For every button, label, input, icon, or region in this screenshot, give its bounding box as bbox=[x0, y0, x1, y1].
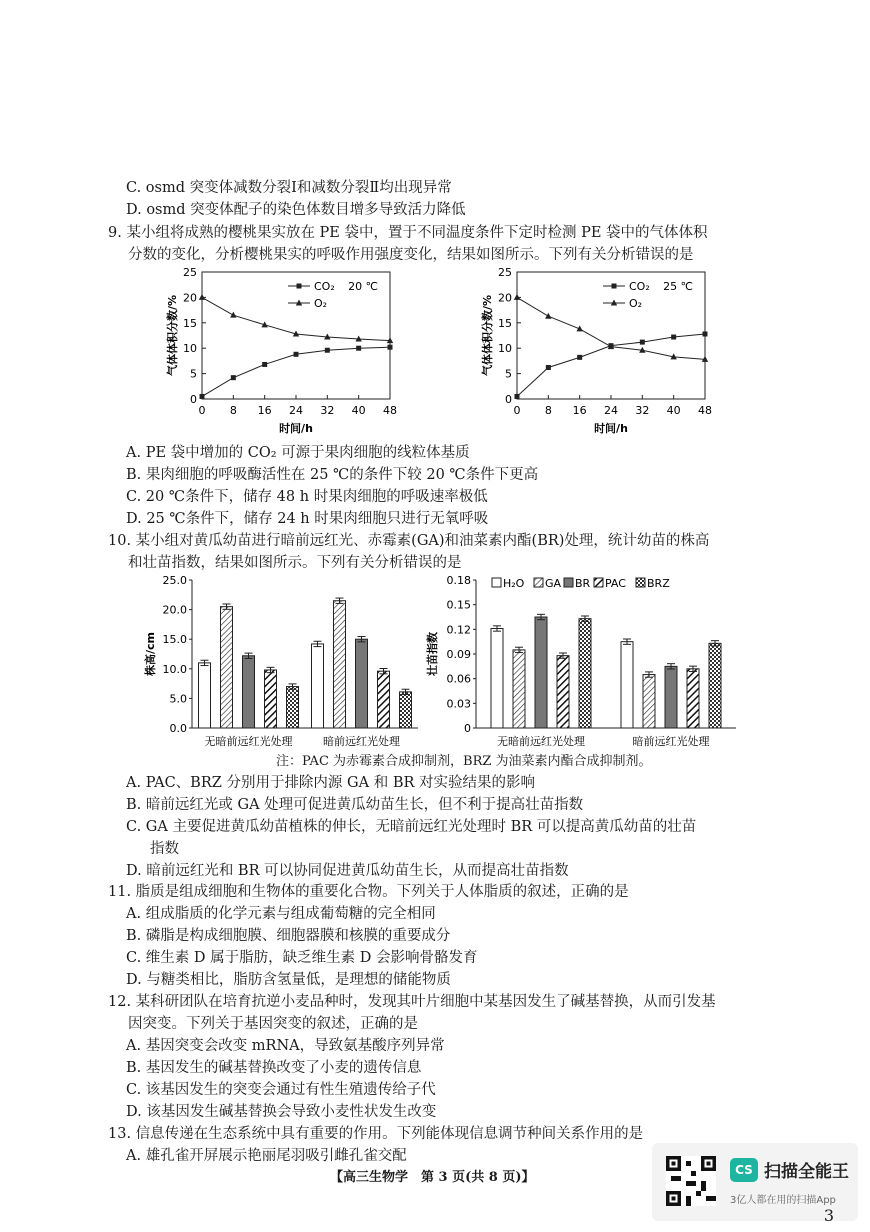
legend-marker bbox=[612, 284, 617, 289]
x-tick-label: 32 bbox=[635, 404, 650, 417]
data-point bbox=[388, 345, 393, 350]
q11-option-d: D. 与糖类相比，脂肪含氢量低，是理想的储能物质 bbox=[126, 972, 451, 988]
page-number: 3 bbox=[823, 1206, 834, 1225]
bar bbox=[221, 607, 233, 728]
x-tick-label: 24 bbox=[604, 404, 618, 417]
bar bbox=[334, 601, 346, 728]
x-category-label: 暗前远红光处理 bbox=[323, 735, 400, 748]
q8-option-c: C. osmd 突变体减数分裂Ⅰ和减数分裂Ⅱ均出现异常 bbox=[126, 180, 452, 196]
legend-label: CO₂ bbox=[629, 280, 650, 293]
bar bbox=[199, 663, 211, 728]
x-tick-label: 8 bbox=[229, 404, 237, 417]
x-axis-label: 时间/h bbox=[279, 422, 313, 435]
q12-option-a: A. 基因突变会改变 mRNA，导致氨基酸序列异常 bbox=[126, 1038, 445, 1054]
q12-stem-line2: 因突变。下列关于基因突变的叙述，正确的是 bbox=[128, 1016, 418, 1032]
x-tick-label: 40 bbox=[666, 404, 681, 417]
data-point bbox=[294, 352, 299, 357]
q10-option-b: B. 暗前远红光或 GA 处理可促进黄瓜幼苗生长，但不利于提高壮苗指数 bbox=[126, 797, 584, 813]
q9-stem-line1: 9. 某小组将成熟的樱桃果实放在 PE 袋中，置于不同温度条件下定时检测 PE 袋中的气体体积 bbox=[108, 225, 708, 241]
y-tick-label: 5 bbox=[190, 367, 197, 381]
bar bbox=[265, 670, 277, 728]
bar bbox=[579, 619, 591, 728]
watermark-subtitle: 3亿人都在用的扫描App bbox=[730, 1195, 836, 1206]
y-tick-label: 0.15 bbox=[446, 598, 471, 612]
q11-stem: 11. 脂质是组成细胞和生物体的重要化合物。下列关于人体脂质的叙述，正确的是 bbox=[108, 884, 629, 900]
page-footer: 【高三生物学 第 3 页(共 8 页)】 bbox=[330, 1170, 535, 1185]
data-point bbox=[703, 331, 708, 336]
q9-option-c: C. 20 ℃条件下，储存 48 h 时果肉细胞的呼吸速率极低 bbox=[126, 489, 488, 505]
data-point bbox=[325, 348, 330, 353]
q12-option-b: B. 基因发生的碱基替换改变了小麦的遗传信息 bbox=[126, 1060, 422, 1076]
q11-option-c: C. 维生素 D 属于脂肪，缺乏维生素 D 会影响骨骼发育 bbox=[126, 950, 478, 966]
y-tick-label: 15 bbox=[183, 316, 197, 330]
x-tick-label: 8 bbox=[544, 404, 552, 417]
x-tick-label: 40 bbox=[351, 404, 366, 417]
bar-chart-plant-height bbox=[140, 570, 425, 755]
bar bbox=[557, 656, 569, 728]
bar bbox=[665, 666, 677, 728]
y-tick-label: 20 bbox=[183, 291, 197, 305]
cs-logo-icon: CS bbox=[730, 1158, 758, 1182]
q9-stem-line2: 分数的变化，分析樱桃果实的呼吸作用强度变化，结果如图所示。下列有关分析错误的是 bbox=[128, 247, 694, 263]
data-point bbox=[577, 355, 582, 360]
y-tick-label: 10 bbox=[498, 342, 512, 356]
q13-stem: 13. 信息传递在生态系统中具有重要的作用。下列能体现信息调节种间关系作用的是 bbox=[108, 1126, 644, 1142]
data-point bbox=[671, 335, 676, 340]
y-axis-label: 株高/cm bbox=[144, 632, 157, 676]
x-category-label: 无暗前远红光处理 bbox=[497, 735, 585, 748]
q10-stem-line2: 和壮苗指数，结果如图所示。下列有关分析错误的是 bbox=[128, 555, 462, 571]
legend-label: PAC bbox=[605, 577, 626, 590]
legend-label: H₂O bbox=[503, 577, 525, 590]
y-tick-label: 15 bbox=[498, 316, 512, 330]
bar bbox=[621, 642, 633, 728]
q9-option-d: D. 25 ℃条件下，储存 24 h 时果肉细胞只进行无氧呼吸 bbox=[126, 511, 489, 527]
bar bbox=[356, 639, 368, 728]
y-tick-label: 5 bbox=[505, 367, 512, 381]
legend-swatch bbox=[564, 578, 573, 587]
q10-stem-line1: 10. 某小组对黄瓜幼苗进行暗前远红光、赤霉素(GA)和油菜素内酯(BR)处理，统计幼苗的株高 bbox=[108, 533, 710, 549]
line-chart-25c bbox=[475, 262, 725, 442]
legend-swatch bbox=[534, 578, 543, 587]
x-tick-label: 0 bbox=[198, 404, 206, 417]
y-tick-label: 0.03 bbox=[446, 697, 471, 711]
q12-option-c: C. 该基因发生的突变会通过有性生殖遗传给子代 bbox=[126, 1082, 436, 1098]
x-tick-label: 24 bbox=[289, 404, 303, 417]
bar bbox=[312, 644, 324, 728]
legend-swatch bbox=[594, 578, 603, 587]
bar bbox=[243, 656, 255, 728]
q11-option-a: A. 组成脂质的化学元素与组成葡萄糖的完全相同 bbox=[126, 906, 436, 922]
data-point bbox=[545, 313, 551, 319]
q10-option-a: A. PAC、BRZ 分别用于排除内源 GA 和 BR 对实验结果的影响 bbox=[126, 775, 536, 791]
bar bbox=[687, 669, 699, 728]
q12-option-d: D. 该基因发生碱基替换会导致小麦性状发生改变 bbox=[126, 1104, 437, 1120]
line-chart-20c bbox=[160, 262, 410, 442]
legend-swatch bbox=[636, 578, 645, 587]
q8-option-d: D. osmd 突变体配子的染色体数目增多导致活力降低 bbox=[126, 202, 466, 218]
x-tick-label: 16 bbox=[572, 404, 587, 417]
y-tick-label: 0 bbox=[190, 393, 197, 406]
legend-label: GA bbox=[545, 577, 562, 590]
q10-option-c-line1: C. GA 主要促进黄瓜幼苗植株的伸长，无暗前远红光处理时 BR 可以提高黄瓜幼苗的壮苗 bbox=[126, 819, 697, 835]
legend-label: O₂ bbox=[629, 297, 643, 310]
y-tick-label: 10 bbox=[183, 342, 197, 356]
data-point bbox=[199, 294, 205, 300]
data-point bbox=[230, 312, 236, 318]
y-tick-label: 0.0 bbox=[169, 722, 187, 735]
bar bbox=[513, 650, 525, 728]
data-point bbox=[356, 346, 361, 351]
y-tick-label: 20 bbox=[498, 291, 512, 305]
series-line bbox=[517, 297, 705, 359]
y-axis-label: 气体体积分数/% bbox=[166, 294, 179, 377]
y-tick-label: 0 bbox=[464, 722, 471, 735]
x-tick-label: 16 bbox=[257, 404, 272, 417]
bar bbox=[287, 687, 299, 728]
y-tick-label: 0.06 bbox=[446, 672, 471, 686]
data-point bbox=[231, 375, 236, 380]
y-tick-label: 15.0 bbox=[162, 633, 187, 647]
data-point bbox=[200, 394, 205, 399]
q10-note: 注：PAC 为赤霉素合成抑制剂，BRZ 为油菜素内酯合成抑制剂。 bbox=[276, 754, 652, 769]
q13-option-a: A. 雄孔雀开屏展示艳丽尾羽吸引雌孔雀交配 bbox=[126, 1148, 407, 1164]
q9-option-b: B. 果肉细胞的呼吸酶活性在 25 ℃的条件下较 20 ℃条件下更高 bbox=[126, 467, 539, 483]
y-tick-label: 20.0 bbox=[162, 603, 187, 617]
legend-swatch bbox=[492, 578, 501, 587]
x-tick-label: 48 bbox=[383, 404, 397, 417]
q10-option-d: D. 暗前远红光和 BR 可以协同促进黄瓜幼苗生长，从而提高壮苗指数 bbox=[126, 863, 569, 879]
x-tick-label: 48 bbox=[698, 404, 712, 417]
bar bbox=[400, 692, 412, 728]
legend-marker bbox=[297, 284, 302, 289]
q10-option-c-line2: 指数 bbox=[150, 841, 179, 857]
data-point bbox=[640, 340, 645, 345]
qr-code-icon bbox=[666, 1156, 716, 1206]
temperature-annotation: 20 ℃ bbox=[348, 280, 378, 293]
x-category-label: 暗前远红光处理 bbox=[632, 735, 710, 748]
legend-label: O₂ bbox=[314, 297, 328, 310]
x-axis-label: 时间/h bbox=[594, 422, 628, 435]
data-point bbox=[546, 365, 551, 370]
bar bbox=[535, 617, 547, 728]
q12-stem-line1: 12. 某科研团队在培育抗逆小麦品种时，发现其叶片细胞中某基因发生了碱基替换，从而引发基 bbox=[108, 994, 716, 1010]
bar bbox=[709, 643, 721, 728]
temperature-annotation: 25 ℃ bbox=[663, 280, 693, 293]
legend-label: BRZ bbox=[647, 577, 670, 590]
y-axis-label: 壮苗指数 bbox=[426, 632, 439, 676]
watermark-title: 扫描全能王 bbox=[764, 1162, 849, 1182]
bar bbox=[491, 629, 503, 728]
y-tick-label: 0.18 bbox=[446, 574, 471, 587]
bar-chart-seedling-index bbox=[420, 570, 740, 755]
bar bbox=[378, 671, 390, 728]
x-tick-label: 0 bbox=[513, 404, 521, 417]
y-tick-label: 5.0 bbox=[169, 692, 187, 706]
y-tick-label: 0.09 bbox=[446, 648, 471, 661]
x-category-label: 无暗前远红光处理 bbox=[204, 735, 293, 748]
x-tick-label: 32 bbox=[320, 404, 335, 417]
y-tick-label: 25.0 bbox=[162, 574, 187, 587]
data-point bbox=[262, 362, 267, 367]
y-tick-label: 0.12 bbox=[446, 623, 471, 637]
y-tick-label: 25 bbox=[183, 266, 197, 279]
y-axis-label: 气体体积分数/% bbox=[481, 294, 494, 377]
bar bbox=[643, 675, 655, 728]
y-tick-label: 10.0 bbox=[162, 662, 187, 676]
y-tick-label: 25 bbox=[498, 266, 512, 279]
data-point bbox=[515, 394, 520, 399]
legend-label: BR bbox=[575, 577, 591, 590]
legend-label: CO₂ bbox=[314, 280, 335, 293]
y-tick-label: 0 bbox=[505, 393, 512, 406]
q9-option-a: A. PE 袋中增加的 CO₂ 可源于果肉细胞的线粒体基质 bbox=[126, 445, 470, 461]
q11-option-b: B. 磷脂是构成细胞膜、细胞器膜和核膜的重要成分 bbox=[126, 928, 451, 944]
data-point bbox=[514, 294, 520, 300]
